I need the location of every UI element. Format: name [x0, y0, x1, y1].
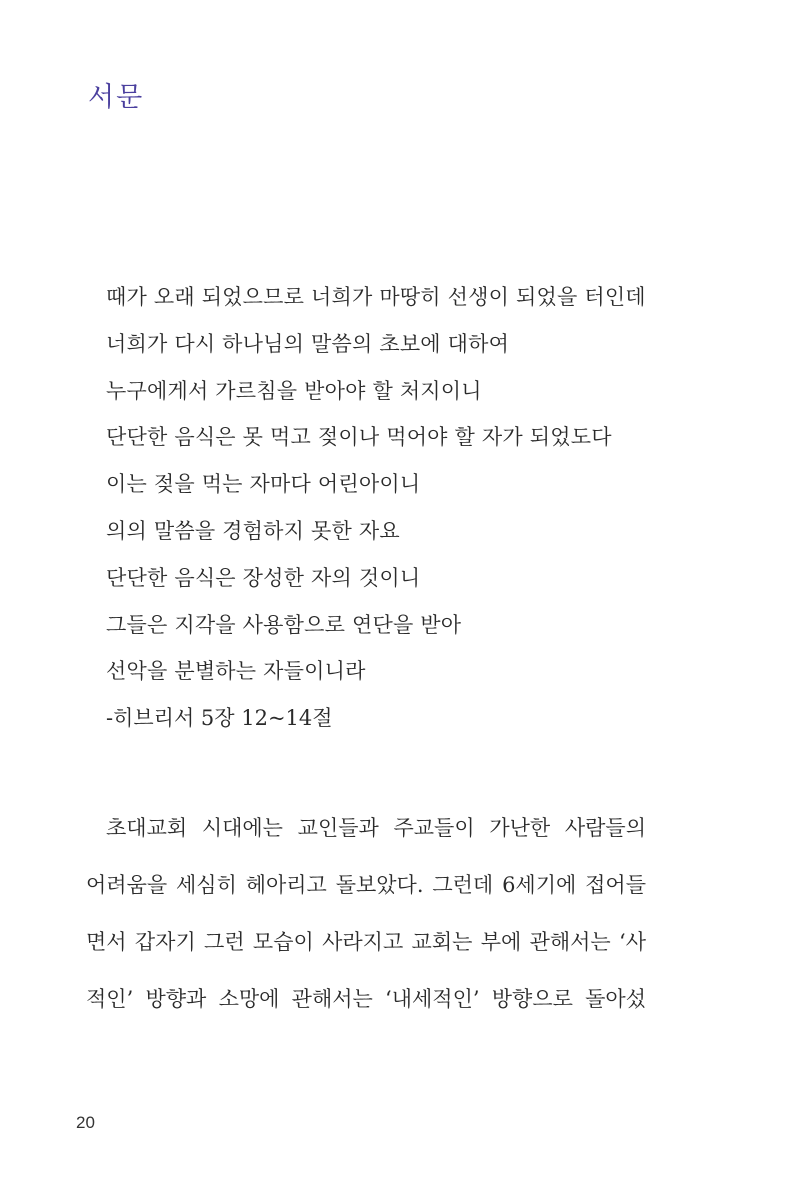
epigraph-block: [106, 274, 706, 742]
epigraph-line: 단단한 음식은 장성한 자의 것이니: [106, 565, 421, 590]
epigraph-line: 누구에게서 가르침을 받아야 할 처지이니: [106, 378, 482, 403]
body-paragraph: [86, 800, 646, 1028]
body-line: 초대교회 시대에는 교인들과 주교들이 가난한 사람들의: [106, 816, 646, 840]
page-number: 20: [76, 1113, 95, 1132]
epigraph-line: 그들은 지각을 사용함으로 연단을 받아: [106, 612, 462, 637]
epigraph-line: 선악을 분별하는 자들이니라: [106, 659, 366, 684]
epigraph-line: 의의 말씀을 경험하지 못한 자요: [106, 518, 400, 543]
body-line: 어려움을 세심히 헤아리고 돌보았다. 그런데 6세기에 접어들: [86, 873, 646, 897]
epigraph-line: 단단한 음식은 못 먹고 젖이나 먹어야 할 자가 되었도다: [106, 425, 612, 450]
body-line: 적인’ 방향과 소망에 관해서는 ‘내세적인’ 방향으로 돌아섰: [86, 987, 646, 1011]
epigraph-line: 너희가 다시 하나님의 말씀의 초보에 대하여: [106, 331, 510, 356]
chapter-title: 서문: [88, 82, 145, 113]
epigraph-line: 이는 젖을 먹는 자마다 어린아이니: [106, 472, 421, 497]
epigraph-citation: -히브리서 5장 12~14절: [106, 706, 333, 731]
body-line: 면서 갑자기 그런 모습이 사라지고 교회는 부에 관해서는 ‘사: [86, 930, 646, 954]
epigraph-line: 때가 오래 되었으므로 너희가 마땅히 선생이 되었을 터인데: [106, 285, 646, 309]
